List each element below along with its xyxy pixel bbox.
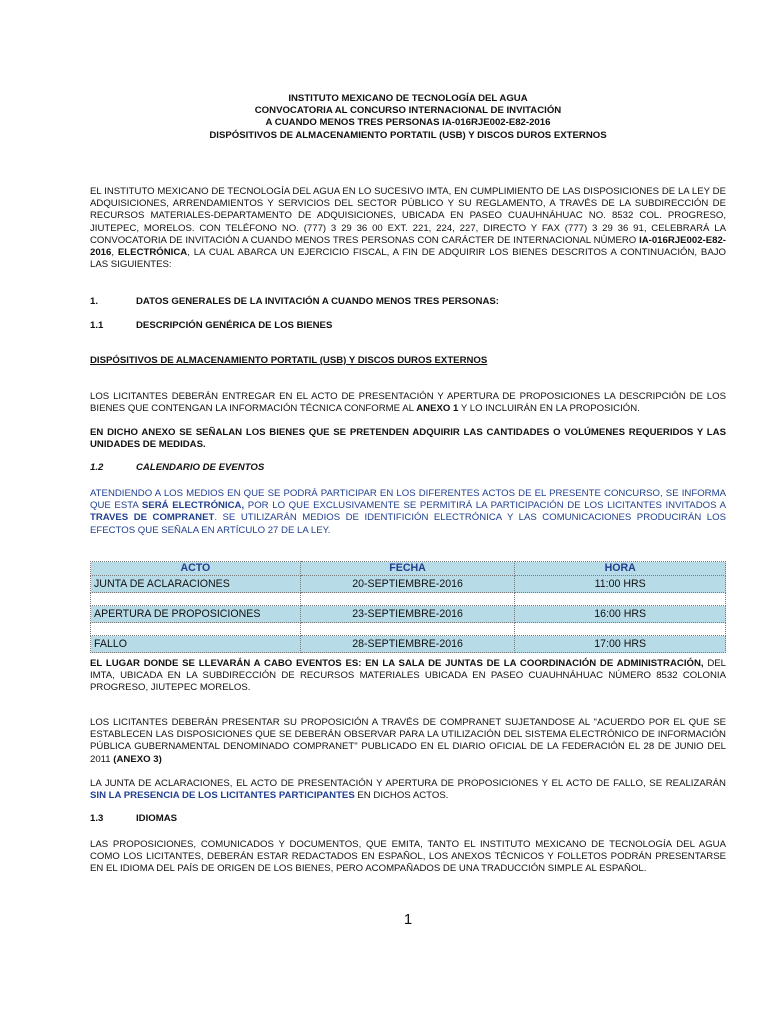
- electronic-emphasis: SERÁ ELECTRÓNICA,: [141, 500, 245, 512]
- intro-text-3: , LA CUAL ABARCA UN EJERCICIO FISCAL, A FIN DE ADQUIRIR LOS BIENES DESCRITOS A CONTINUACIÓN, BAJO LAS SIGUIENTES:: [90, 247, 726, 271]
- delivery-text-2: Y LO INCLUIRÁN EN LA PROPOSICIÓN.: [458, 403, 640, 415]
- presence-text-2: EN DICHOS ACTOS.: [354, 790, 449, 802]
- header-line-2: CONVOCATORIA AL CONCURSO INTERNACIONAL DE INVITACIÓN: [254, 105, 562, 117]
- presence-emphasis: SIN LA PRESENCIA DE LOS LICITANTES PARTICIPANTES: [90, 790, 355, 802]
- annex-1-ref: ANEXO 1: [416, 403, 459, 415]
- column-header-fecha: FECHA: [300, 562, 515, 576]
- annex-note: EN DICHO ANEXO SE SEÑALAN LOS BIENES QUE SE PRETENDEN ADQUIRIR LAS CANTIDADES O VOLÚMENES REQUERIDOS Y LAS UNIDADES DE MEDIDAS.: [90, 427, 726, 451]
- venue-text: DEL IMTA, UBICADA EN LA SUBDIRECCIÓN DE RECURSOS MATERIALES UBICADA EN PASEO CUAUHNÁHUAC NÚMERO 8532 COLONIA PROGRESO, JIUTEPEC MORELOS.: [90, 658, 726, 694]
- tender-number: IA-016RJE002-E82-2016: [90, 234, 726, 259]
- events-table-header: [91, 562, 726, 576]
- presence-text-1: LA JUNTA DE ACLARACIONES, EL ACTO DE PRESENTACIÓN Y APERTURA DE PROPOSICIONES Y EL ACTO DE FALLO, SE REALIZARÁN: [90, 778, 726, 789]
- goods-title-text: DISPÓSITIVOS DE ALMACENAMIENTO PORTATIL (USB) Y DISCOS DUROS EXTERNOS: [90, 355, 488, 366]
- table-cell: 23-SEPTIEMBRE-2016: [300, 606, 515, 623]
- compranet-text: LOS LICITANTES DEBERÁN PRESENTAR SU PROPOSICIÓN A TRAVÉS DE COMPRANET SUJETANDOSE AL "ACUERDO POR EL QUE SE ESTABLECEN LAS DISPOSICIONES QUE SE DEBERÁN OBSERVAR PARA LA UTILIZACIÓN DEL SISTEMA ELECTRÓNICO DE INFORMACIÓN PÚBLICA GUBERNAMENTAL DENOMINADO COMPRANET" PUBLICADO EN EL DIARIO OFICIAL DE LA FEDERACIÓN EL 28 DE JUNIO DEL 2011: [90, 717, 726, 765]
- section-number: 1.3: [90, 813, 104, 824]
- section-1-3-heading: [90, 813, 726, 825]
- tender-type: ELECTRÓNICA: [117, 247, 188, 259]
- section-title: IDIOMAS: [136, 813, 178, 824]
- section-number: 1.: [90, 296, 99, 307]
- section-1-1-heading: [90, 320, 726, 332]
- electronic-text-2: POR LO QUE EXCLUSIVAMENTE SE PERMITIRÁ LA PARTICIPACIÓN DE LOS LICITANTES INVITADOS A: [244, 500, 726, 512]
- header-line-4: DISPÓSITIVOS DE ALMACENAMIENTO PORTATIL (USB) Y DISCOS DUROS EXTERNOS: [209, 129, 607, 141]
- section-title: DESCRIPCIÓN GENÉRICA DE LOS BIENES: [136, 320, 333, 331]
- table-row: [91, 606, 726, 623]
- section-number: 1.2: [90, 462, 104, 473]
- table-cell: FALLO: [91, 636, 301, 653]
- compranet-paragraph: [90, 717, 726, 766]
- section-title: DATOS GENERALES DE LA INVITACIÓN A CUANDO MENOS TRES PERSONAS:: [136, 296, 499, 307]
- column-header-hora: HORA: [515, 562, 726, 576]
- delivery-text-1: LOS LICITANTES DEBERÁN ENTREGAR EN EL ACTO DE PRESENTACIÓN Y APERTURA DE PROPOSICIONES LA DESCRIPCIÓN DE LOS BIENES QUE CONTENGAN LA INFORMACIÓN TÉCNICA CONFORME AL: [90, 391, 726, 415]
- compranet-emphasis: TRAVES DE COMPRANET: [90, 512, 215, 524]
- presence-paragraph: [90, 778, 726, 802]
- table-cell: JUNTA DE ACLARACIONES: [91, 576, 301, 593]
- languages-paragraph: LAS PROPOSICIONES, COMUNICADOS Y DOCUMENTOS, QUE EMITA, TANTO EL INSTITUTO MEXICANO DE TECNOLOGÍA DEL AGUA COMO LOS LICITANTES, DEBERÁN ESTAR REDACTADOS EN ESPAÑOL, LOS ANEXOS TÉCNICOS Y FOLLETOS PODRÁN PRESENTARSE EN EL IDIOMA DEL PAÍS DE ORIGEN DE LOS BIENES, PERO ACOMPAÑADOS DE UNA TRADUCCIÓN SIMPLE AL ESPAÑOL.: [90, 839, 726, 875]
- table-cell: 28-SEPTIEMBRE-2016: [300, 636, 515, 653]
- table-cell: 20-SEPTIEMBRE-2016: [300, 576, 515, 593]
- table-spacer: [91, 623, 726, 636]
- table-cell: 17:00 HRS: [515, 636, 726, 653]
- table-row: [91, 576, 726, 593]
- section-1-heading: [90, 296, 726, 308]
- electronic-text-3: . SE UTILIZARÁN MEDIOS DE IDENTIFICIÓN ELECTRÓNICA Y LAS COMUNICACIONES PRODUCIRÁN LOS EFECTOS QUE SEÑALA EN ARTÍCULO 27 DE LA LEY.: [90, 512, 727, 536]
- column-header-acto: ACTO: [91, 562, 301, 576]
- section-1-2-heading: [90, 462, 726, 474]
- annex-3-ref: (ANEXO 3): [113, 753, 162, 765]
- table-cell: 16:00 HRS: [515, 606, 726, 623]
- venue-paragraph: [90, 658, 726, 695]
- table-cell: APERTURA DE PROPOSICIONES: [91, 606, 301, 623]
- goods-title: [90, 355, 726, 367]
- delivery-paragraph: [90, 391, 726, 415]
- table-row: [91, 636, 726, 653]
- intro-text-2: ,: [111, 247, 118, 259]
- header-line-1: INSTITUTO MEXICANO DE TECNOLOGÍA DEL AGUA: [288, 93, 528, 104]
- intro-text-1: EL INSTITUTO MEXICANO DE TECNOLOGÍA DEL AGUA EN LO SUCESIVO IMTA, EN CUMPLIMIENTO DE LAS DISPOSICIONES DE LA LEY DE ADQUISICIONES, ARRENDAMIENTOS Y SERVICIOS DEL SECTOR PÚBLICO Y SU REGLAMENTO, A TRAVÉS DE LA SUBDIRECCIÓN DE RECURSOS MATERIALES-DEPARTAMENTO DE ADQUISICIONES, UBICADA EN PASEO CUAUHNÁHUAC NO. 8532 COL. PROGRESO, JIUTEPEC, MORELOS. CON TELÉFONO NO. (777) 3 29 36 00 EXT. 221, 224, 227, DIRECTO Y FAX (777) 3 29 36 91, CELEBRARÁ LA CONVOCATORIA DE INVITACIÓN A CUANDO MENOS TRES PERSONAS CON CARÁCTER DE INTERNACIONAL NÚMERO: [90, 186, 726, 246]
- header-line-3: A CUANDO MENOS TRES PERSONAS IA-016RJE002-E82-2016: [265, 117, 551, 129]
- page-number: 1: [403, 911, 413, 928]
- electronic-paragraph: [90, 488, 726, 537]
- events-table: [90, 561, 726, 653]
- table-spacer: [91, 593, 726, 606]
- intro-paragraph: [90, 186, 726, 271]
- venue-emphasis: EL LUGAR DONDE SE LLEVARÁN A CABO EVENTOS ES: EN LA SALA DE JUNTAS DE LA COORDINACIÓN DE ADMINISTRACIÓN,: [90, 658, 704, 669]
- section-number: 1.1: [90, 320, 104, 331]
- section-title: CALENDARIO DE EVENTOS: [136, 462, 265, 473]
- table-cell: 11:00 HRS: [515, 576, 726, 593]
- document-header: [90, 93, 726, 142]
- electronic-text-1: ATENDIENDO A LOS MEDIOS EN QUE SE PODRÁ PARTICIPAR EN LOS DIFERENTES ACTOS DE EL PRESENTE CONCURSO, SE INFORMA QUE ESTA: [90, 488, 726, 512]
